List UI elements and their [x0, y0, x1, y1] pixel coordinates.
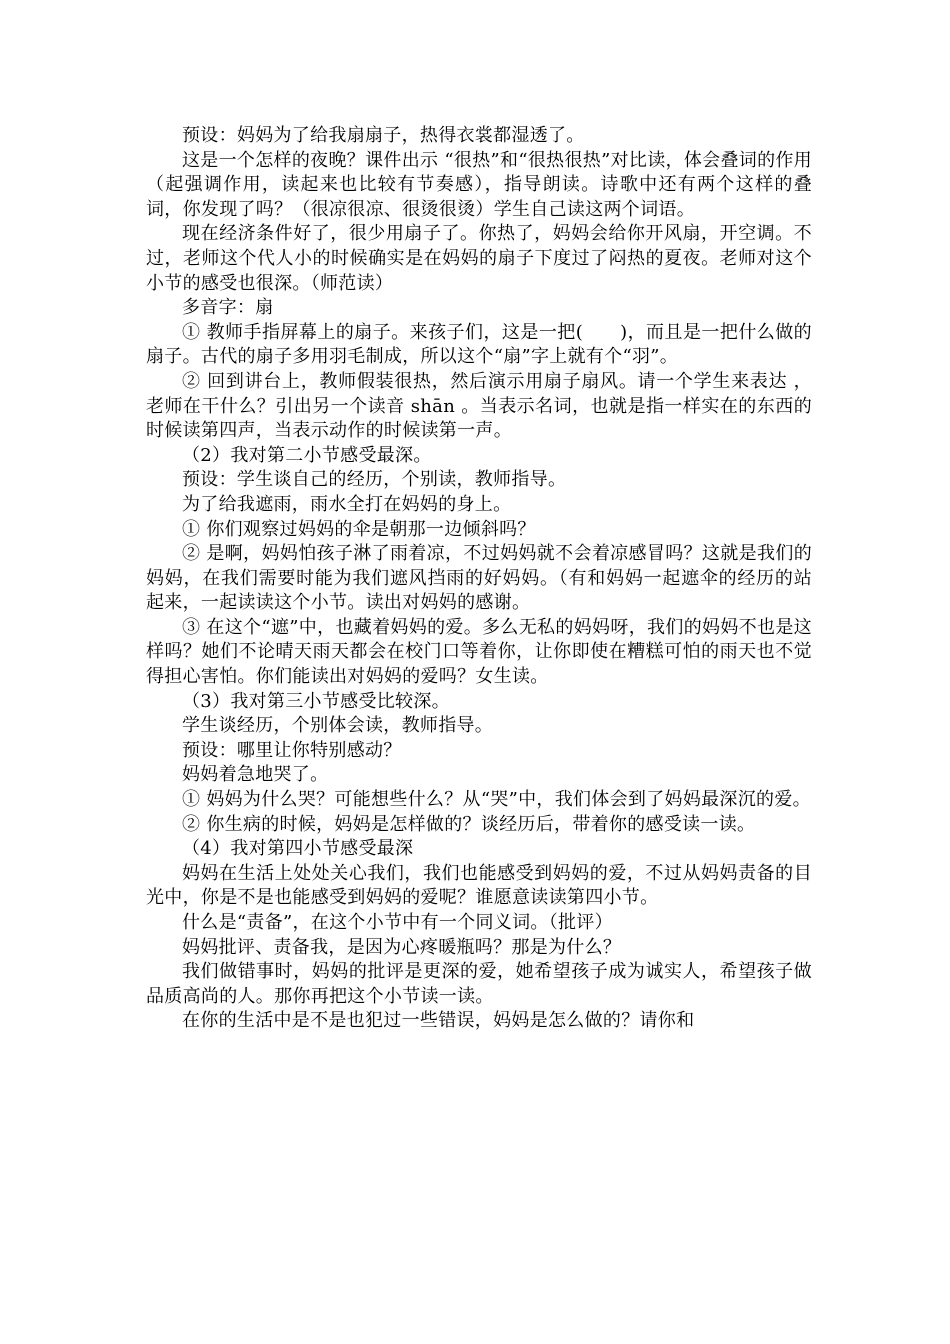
document-body [146, 124, 812, 1034]
paragraph: 什么是“责备”，在这个小节中有一个同义词。（批评） [182, 912, 613, 933]
paragraph: 在你的生活中是不是也犯过一些错误，妈妈是怎么做的？请你和 [182, 1010, 695, 1032]
paragraph: 学生谈经历，个别体会读，教师指导。 [182, 715, 494, 737]
paragraph: ① 妈妈为什么哭？可能想些什么？从“哭”中，我们体会到了妈妈最深沉的爱。 [182, 789, 811, 811]
section-heading: （4）我对第四小节感受最深 [182, 838, 414, 860]
paragraph: ③ 在这个“遮”中，也藏着妈妈的爱。多么无私的妈妈呀，我们的妈妈不也是这样吗？她们不论晴天雨天都会在校门口等着你，让你即使在糟糕可怕的雨天也不觉得担心害怕。你们能读出对妈妈的爱吗？女生读。 [146, 616, 812, 688]
paragraph: 妈妈着急地哭了。 [182, 764, 329, 786]
paragraph: ② 回到讲台上，教师假装很热，然后演示用扇子扇风。请一个学生来表达 ，老师在干什么？引出另一个读音 shān 。当表示名词，也就是指一样实在的东西的时候读第四声，当表示动作的时候读第一声。 [146, 370, 812, 442]
paragraph: ② 你生病的时候，妈妈是怎样做的？谈经历后，带着你的感受读一读。 [182, 813, 756, 835]
paragraph: ① 教师手指屏幕上的扇子。来孩子们，这是一把( )，而且是一把什么做的扇子。古代的扇子多用羽毛制成，所以这个“扇”字上就有个“羽”。 [146, 321, 812, 368]
section-heading: （2）我对第二小节感受最深。 [182, 444, 432, 466]
paragraph: 现在经济条件好了，很少用扇子了。你热了，妈妈会给你开风扇，开空调。不过，老师这个代人小的时候确实是在妈妈的扇子下度过了闷热的夏夜。老师对这个小节的感受也很深。（师范读） [146, 223, 812, 294]
paragraph: 妈妈批评、责备我，是因为心疼暖瓶吗？那是为什么？ [182, 936, 622, 958]
paragraph: 我们做错事时，妈妈的批评是更深的爱，她希望孩子成为诚实人，希望孩子做品质高尚的人。那你再把这个小节读一读。 [146, 961, 812, 1007]
paragraph: 预设：学生谈自己的经历，个别读，教师指导。 [182, 469, 567, 491]
paragraph: 多音字：扇 [182, 297, 274, 319]
paragraph: 预设：妈妈为了给我扇扇子，热得衣裳都湿透了。 [182, 125, 585, 146]
paragraph: 这是一个怎样的夜晚？课件出示 “很热”和“很热很热”对比读，体会叠词的作用（起强调作用，读起来也比较有节奏感），指导朗读。诗歌中还有两个这样的叠词，你发现了吗？（很凉很凉、很烫很烫）学生自己读这两个词语。 [146, 149, 812, 220]
paragraph: 预设：哪里让你特别感动？ [182, 739, 402, 761]
paragraph: 妈妈在生活上处处关心我们，我们也能感受到妈妈的爱，不过从妈妈责备的目光中，你是不是也能感受到妈妈的爱呢？谁愿意读读第四小节。 [146, 862, 812, 909]
section-heading: （3）我对第三小节感受比较深。 [182, 690, 450, 712]
paragraph: ② 是啊，妈妈怕孩子淋了雨着凉，不过妈妈就不会着凉感冒吗？这就是我们的妈妈，在我们需要时能为我们遮风挡雨的好妈妈。（有和妈妈一起遮伞的经历的站起来，一起读读这个小节。读出对妈妈的感谢。 [146, 543, 812, 614]
paragraph: ① 你们观察过妈妈的伞是朝那一边倾斜吗？ [182, 518, 536, 540]
paragraph: 为了给我遮雨，雨水全打在妈妈的身上。 [182, 493, 512, 515]
